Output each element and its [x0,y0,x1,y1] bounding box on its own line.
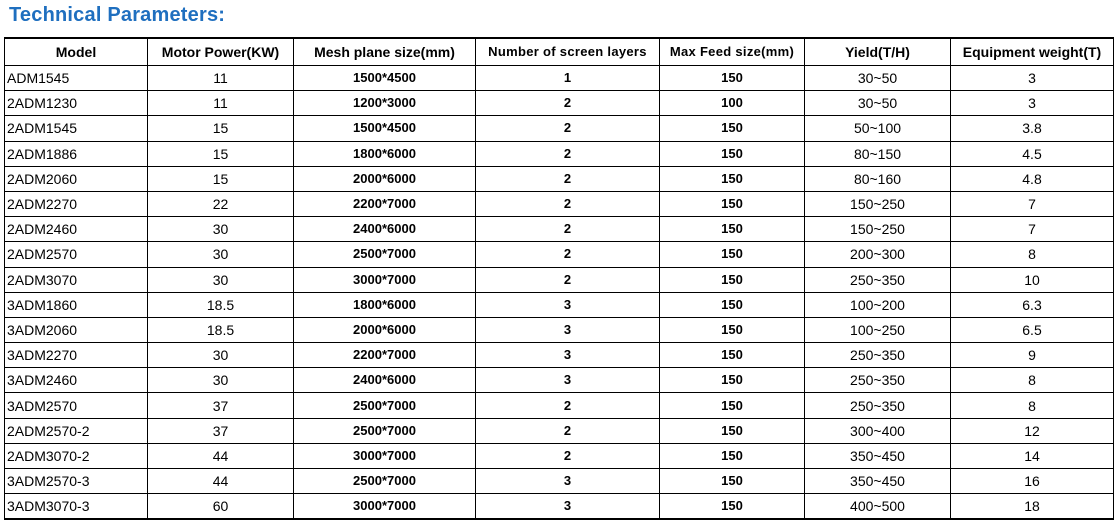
max-feed-size-cell: 150 [660,317,805,342]
max-feed-size-cell: 150 [660,141,805,166]
equipment-weight-cell: 9 [951,343,1114,368]
max-feed-size-cell: 150 [660,393,805,418]
motor-power-cell: 22 [148,191,294,216]
yield-cell: 300~400 [805,418,951,443]
screen-layers-cell: 3 [476,292,660,317]
yield-cell: 350~450 [805,443,951,468]
screen-layers-cell: 3 [476,368,660,393]
equipment-weight-cell: 7 [951,191,1114,216]
yield-cell: 150~250 [805,191,951,216]
motor-power-cell: 30 [148,343,294,368]
max-feed-size-cell: 150 [660,66,805,91]
model-cell: 2ADM1886 [5,141,148,166]
yield-cell: 400~500 [805,494,951,520]
motor-power-cell: 15 [148,116,294,141]
mesh-size-cell: 1500*4500 [294,66,476,91]
mesh-size-cell: 2400*6000 [294,368,476,393]
max-feed-size-cell: 150 [660,368,805,393]
table-row [5,393,1114,418]
screen-layers-cell: 1 [476,66,660,91]
model-cell: 2ADM3070 [5,267,148,292]
equipment-weight-cell: 10 [951,267,1114,292]
mesh-size-cell: 2200*7000 [294,191,476,216]
yield-cell: 30~50 [805,91,951,116]
model-cell: 2ADM2060 [5,166,148,191]
table-row [5,166,1114,191]
equipment-weight-cell: 12 [951,418,1114,443]
equipment-weight-cell: 6.3 [951,292,1114,317]
mesh-size-cell: 2400*6000 [294,217,476,242]
equipment-weight-cell: 3 [951,66,1114,91]
yield-cell: 350~450 [805,469,951,494]
max-feed-size-cell: 150 [660,191,805,216]
max-feed-size-cell: 150 [660,494,805,520]
table-row [5,343,1114,368]
yield-cell: 250~350 [805,393,951,418]
mesh-size-cell: 2200*7000 [294,343,476,368]
motor-power-cell: 44 [148,443,294,468]
yield-cell: 150~250 [805,217,951,242]
equipment-weight-cell: 3.8 [951,116,1114,141]
motor-power-cell: 18.5 [148,317,294,342]
mesh-size-cell: 2000*6000 [294,317,476,342]
motor-power-cell: 15 [148,166,294,191]
table-row [5,141,1114,166]
motor-power-cell: 11 [148,66,294,91]
max-feed-size-cell: 150 [660,469,805,494]
mesh-size-cell: 3000*7000 [294,494,476,520]
screen-layers-cell: 2 [476,217,660,242]
model-cell: 3ADM2060 [5,317,148,342]
screen-layers-cell: 2 [476,166,660,191]
max-feed-size-cell: 150 [660,343,805,368]
equipment-weight-cell: 7 [951,217,1114,242]
motor-power-cell: 44 [148,469,294,494]
column-header-equipment-weight: Equipment weight(T) [951,38,1114,66]
screen-layers-cell: 2 [476,191,660,216]
table-row [5,469,1114,494]
screen-layers-cell: 3 [476,469,660,494]
model-cell: 3ADM1860 [5,292,148,317]
table-row [5,91,1114,116]
max-feed-size-cell: 150 [660,217,805,242]
max-feed-size-cell: 150 [660,292,805,317]
yield-cell: 80~160 [805,166,951,191]
model-cell: 3ADM2570-3 [5,469,148,494]
column-header-mesh-size: Mesh plane size(mm) [294,38,476,66]
motor-power-cell: 30 [148,242,294,267]
model-cell: 2ADM2570 [5,242,148,267]
max-feed-size-cell: 150 [660,166,805,191]
motor-power-cell: 30 [148,267,294,292]
equipment-weight-cell: 4.5 [951,141,1114,166]
yield-cell: 80~150 [805,141,951,166]
max-feed-size-cell: 150 [660,267,805,292]
yield-cell: 30~50 [805,66,951,91]
yield-cell: 250~350 [805,343,951,368]
model-cell: ADM1545 [5,66,148,91]
column-header-max-feed-size: Max Feed size(mm) [660,38,805,66]
equipment-weight-cell: 14 [951,443,1114,468]
max-feed-size-cell: 100 [660,91,805,116]
motor-power-cell: 60 [148,494,294,520]
motor-power-cell: 30 [148,368,294,393]
model-cell: 2ADM3070-2 [5,443,148,468]
model-cell: 2ADM1230 [5,91,148,116]
model-cell: 2ADM2570-2 [5,418,148,443]
equipment-weight-cell: 8 [951,368,1114,393]
column-header-screen-layers: Number of screen layers [476,38,660,66]
table-row [5,267,1114,292]
mesh-size-cell: 3000*7000 [294,443,476,468]
page-title: Technical Parameters: [9,4,226,26]
motor-power-cell: 18.5 [148,292,294,317]
model-cell: 3ADM2570 [5,393,148,418]
mesh-size-cell: 2500*7000 [294,418,476,443]
screen-layers-cell: 3 [476,494,660,520]
yield-cell: 250~350 [805,267,951,292]
mesh-size-cell: 3000*7000 [294,267,476,292]
table-body [5,66,1114,520]
yield-cell: 100~250 [805,317,951,342]
table-row [5,66,1114,91]
mesh-size-cell: 2500*7000 [294,242,476,267]
model-cell: 2ADM2460 [5,217,148,242]
max-feed-size-cell: 150 [660,116,805,141]
screen-layers-cell: 3 [476,343,660,368]
equipment-weight-cell: 8 [951,242,1114,267]
screen-layers-cell: 2 [476,393,660,418]
screen-layers-cell: 2 [476,267,660,292]
mesh-size-cell: 2500*7000 [294,469,476,494]
table-row [5,191,1114,216]
table-row [5,116,1114,141]
model-cell: 3ADM2460 [5,368,148,393]
equipment-weight-cell: 8 [951,393,1114,418]
motor-power-cell: 37 [148,418,294,443]
max-feed-size-cell: 150 [660,418,805,443]
screen-layers-cell: 2 [476,91,660,116]
yield-cell: 50~100 [805,116,951,141]
model-cell: 2ADM1545 [5,116,148,141]
equipment-weight-cell: 4.8 [951,166,1114,191]
equipment-weight-cell: 3 [951,91,1114,116]
equipment-weight-cell: 6.5 [951,317,1114,342]
table-row [5,217,1114,242]
yield-cell: 100~200 [805,292,951,317]
mesh-size-cell: 1200*3000 [294,91,476,116]
mesh-size-cell: 2500*7000 [294,393,476,418]
mesh-size-cell: 1500*4500 [294,116,476,141]
motor-power-cell: 11 [148,91,294,116]
screen-layers-cell: 2 [476,116,660,141]
yield-cell: 250~350 [805,368,951,393]
max-feed-size-cell: 150 [660,443,805,468]
table-row [5,418,1114,443]
table-row [5,494,1114,520]
mesh-size-cell: 1800*6000 [294,141,476,166]
table-header-row [5,38,1114,66]
column-header-motor-power: Motor Power(KW) [148,38,294,66]
table-row [5,292,1114,317]
screen-layers-cell: 3 [476,317,660,342]
model-cell: 2ADM2270 [5,191,148,216]
screen-layers-cell: 2 [476,418,660,443]
model-cell: 3ADM2270 [5,343,148,368]
screen-layers-cell: 2 [476,141,660,166]
table-row [5,242,1114,267]
equipment-weight-cell: 18 [951,494,1114,520]
column-header-model: Model [5,38,148,66]
max-feed-size-cell: 150 [660,242,805,267]
mesh-size-cell: 1800*6000 [294,292,476,317]
equipment-weight-cell: 16 [951,469,1114,494]
column-header-yield: Yield(T/H) [805,38,951,66]
screen-layers-cell: 2 [476,242,660,267]
technical-parameters-table [4,37,1114,520]
table-row [5,443,1114,468]
motor-power-cell: 30 [148,217,294,242]
table-row [5,368,1114,393]
table-row [5,317,1114,342]
motor-power-cell: 37 [148,393,294,418]
mesh-size-cell: 2000*6000 [294,166,476,191]
model-cell: 3ADM3070-3 [5,494,148,520]
screen-layers-cell: 2 [476,443,660,468]
yield-cell: 200~300 [805,242,951,267]
motor-power-cell: 15 [148,141,294,166]
